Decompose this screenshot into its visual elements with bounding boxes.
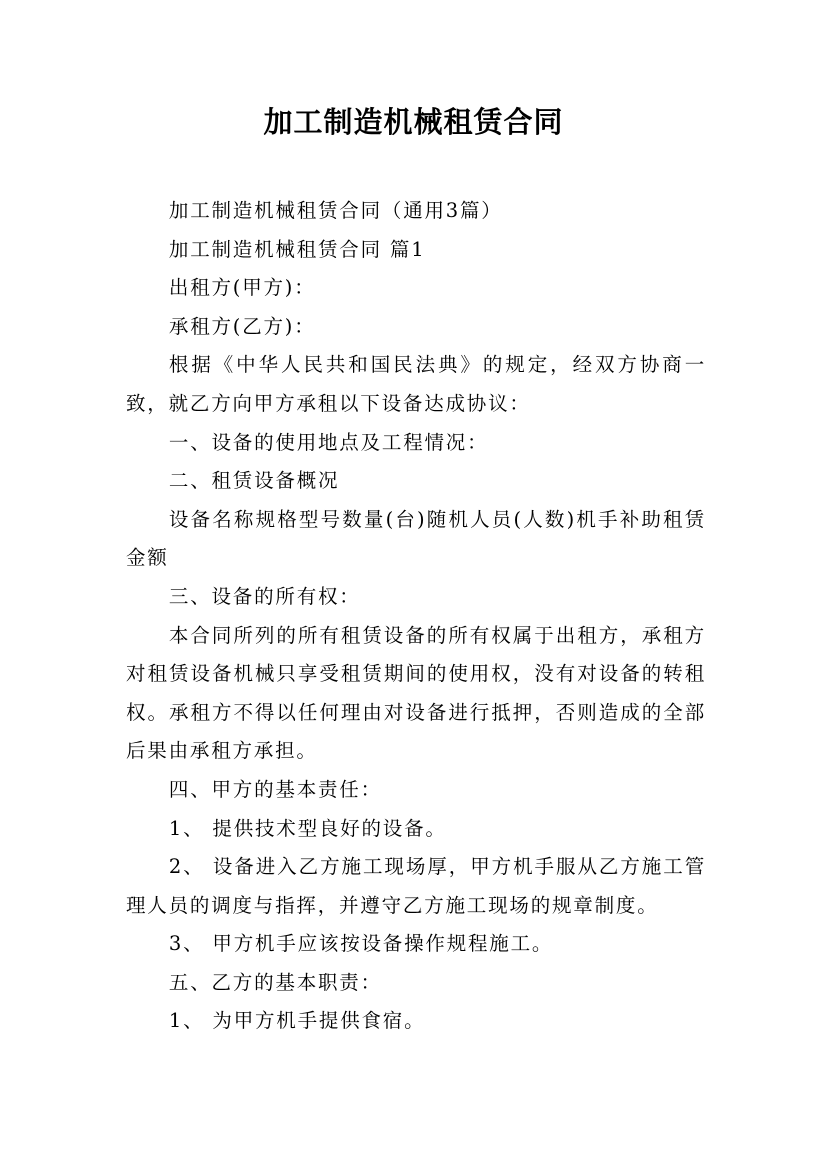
- paragraph-equipment-columns: 设备名称规格型号数量(台)随机人员(人数)机手补助租赁金额: [126, 507, 706, 570]
- paragraph-part-heading: 加工制造机械租赁合同 篇1: [168, 237, 426, 261]
- paragraph-section-2-heading: 二、租赁设备概况: [168, 469, 340, 493]
- paragraph-party-b-item-1: 1、 为甲方机手提供食宿。: [168, 1009, 426, 1033]
- document-body: [126, 192, 706, 1041]
- paragraph-lessor: 出租方(甲方)：: [168, 276, 316, 300]
- paragraph-section-3-heading: 三、设备的所有权：: [168, 584, 361, 608]
- paragraph-section-1-heading: 一、设备的使用地点及工程情况：: [168, 430, 489, 454]
- paragraph-ownership-clause: 本合同所列的所有租赁设备的所有权属于出租方，承租方对租赁设备机械只享受租赁期间的使用权，没有对设备的转租权。承租方不得以任何理由对设备进行抵押，否则造成的全部后果由承租方承担。: [126, 623, 706, 763]
- paragraph-preamble: 根据《中华人民共和国民法典》的规定，经双方协商一致，就乙方向甲方承租以下设备达成协议：: [126, 353, 706, 415]
- paragraph-lessee: 承租方(乙方)：: [168, 314, 316, 338]
- document-title: 加工制造机械租赁合同: [263, 105, 564, 139]
- paragraph-party-a-item-2: 2、 设备进入乙方施工现场厚，甲方机手服从乙方施工管理人员的调度与指挥，并遵守乙方施工现场的规章制度。: [126, 855, 706, 917]
- paragraph-party-a-item-3: 3、 甲方机手应该按设备操作规程施工。: [168, 932, 554, 956]
- paragraph-subtitle: 加工制造机械租赁合同（通用3篇）: [168, 199, 503, 222]
- paragraph-section-5-heading: 五、乙方的基本职责：: [168, 970, 382, 994]
- paragraph-section-4-heading: 四、甲方的基本责任：: [168, 777, 382, 801]
- paragraph-party-a-item-1: 1、 提供技术型良好的设备。: [168, 816, 447, 840]
